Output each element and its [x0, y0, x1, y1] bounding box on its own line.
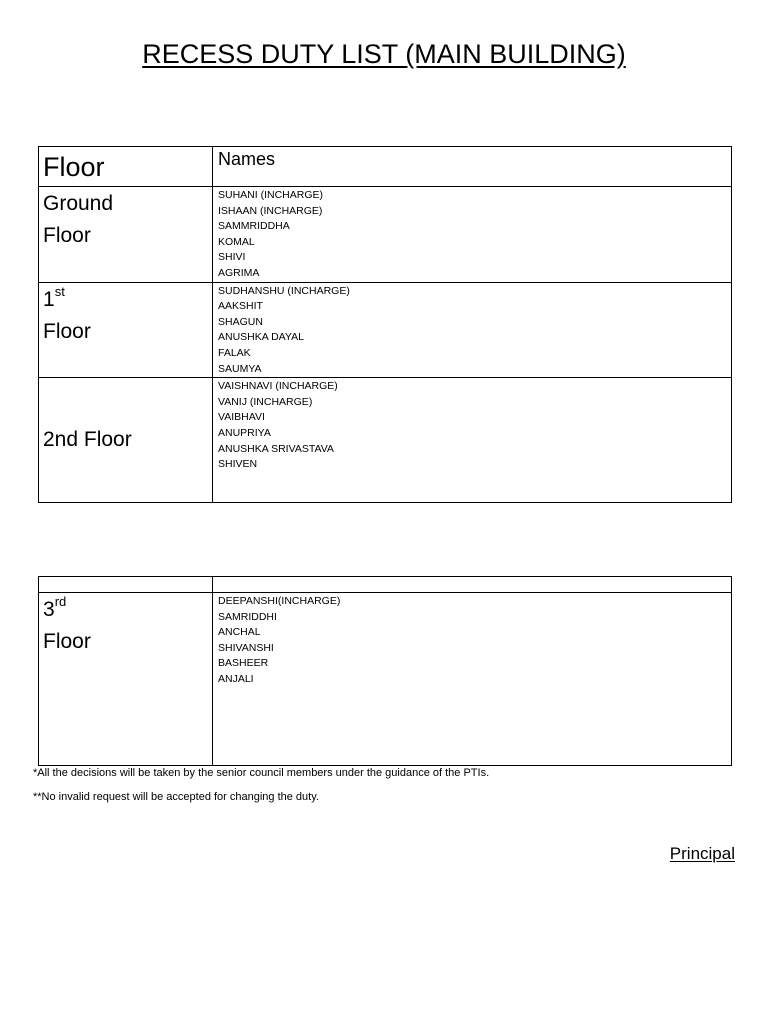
list-item: VAIBHAVI — [218, 411, 265, 424]
list-item: SHIVEN — [218, 458, 258, 471]
names-header-cell — [213, 147, 732, 187]
names-list — [213, 593, 731, 688]
names-cell — [213, 593, 732, 766]
list-item: SAMRIDDHI — [218, 610, 277, 623]
list-item: ANUSHKA SRIVASTAVA — [218, 442, 334, 455]
table-row-2nd-floor — [39, 378, 732, 503]
list-item: SAMMRIDDHA — [218, 220, 290, 233]
names-cell — [213, 378, 732, 503]
duty-table-main — [38, 146, 732, 503]
floor-header-cell — [39, 147, 213, 187]
table-row-3rd-floor — [39, 593, 732, 766]
names-list — [213, 283, 731, 378]
table-row-1st-floor — [39, 282, 732, 378]
table-row-ground-floor — [39, 187, 732, 283]
list-item: AAKSHIT — [218, 300, 263, 313]
floor-label — [39, 187, 212, 252]
floor-number: 1 — [43, 287, 55, 311]
list-item: ANJALI — [218, 672, 254, 685]
list-item: SUDHANSHU (INCHARGE) — [218, 284, 350, 297]
footnote-decisions: *All the decisions will be taken by the senior council members under the guidance of the PTIs. — [33, 767, 490, 779]
page-title: RECESS DUTY LIST (MAIN BUILDING) — [142, 39, 626, 69]
floor-label-line2: Floor — [43, 224, 91, 247]
floor-label — [39, 283, 212, 348]
floor-header: Floor — [43, 152, 105, 182]
table-header-row — [39, 147, 732, 187]
list-item: SHIVANSHI — [218, 641, 274, 654]
floor-ordinal-suffix: st — [54, 283, 65, 299]
list-item: ANUSHKA DAYAL — [218, 331, 304, 344]
floor-cell — [39, 187, 213, 283]
floor-label-line2: Floor — [43, 630, 91, 653]
list-item: AGRIMA — [218, 266, 260, 279]
floor-label — [39, 593, 212, 658]
list-item: KOMAL — [218, 235, 255, 248]
list-item: ANUPRIYA — [218, 426, 271, 439]
list-item: FALAK — [218, 346, 251, 359]
floor-label: 2nd Floor — [43, 428, 132, 452]
list-item: SUHANI (INCHARGE) — [218, 189, 324, 201]
signature-principal: Principal — [669, 844, 735, 863]
list-item: VANIJ (INCHARGE) — [218, 395, 313, 408]
empty-header-cell — [213, 577, 732, 593]
list-item: SHIVI — [218, 251, 246, 264]
list-item: SAUMYA — [218, 362, 262, 375]
floor-label-line1: Ground — [43, 192, 114, 215]
list-item: SHAGUN — [218, 315, 263, 328]
list-item: BASHEER — [218, 657, 269, 670]
floor-label-line2: Floor — [43, 319, 91, 343]
floor-cell — [39, 282, 213, 378]
table-header-row-empty — [39, 577, 732, 593]
floor-ordinal-suffix: rd — [54, 594, 67, 609]
names-cell — [213, 187, 732, 283]
empty-header-cell — [39, 577, 213, 593]
footnote-requests: **No invalid request will be accepted for changing the duty. — [33, 791, 319, 803]
list-item: DEEPANSHI(INCHARGE) — [218, 595, 341, 607]
list-item: ISHAAN (INCHARGE) — [218, 204, 323, 217]
floor-cell — [39, 378, 213, 503]
names-cell — [213, 282, 732, 378]
list-item: VAISHNAVI (INCHARGE) — [218, 380, 338, 393]
floor-cell — [39, 593, 213, 766]
floor-number: 3 — [43, 598, 55, 621]
names-list — [213, 187, 731, 282]
duty-table-third-floor — [38, 576, 732, 766]
list-item: ANCHAL — [218, 626, 261, 639]
names-header: Names — [218, 149, 276, 169]
names-list — [213, 378, 731, 473]
